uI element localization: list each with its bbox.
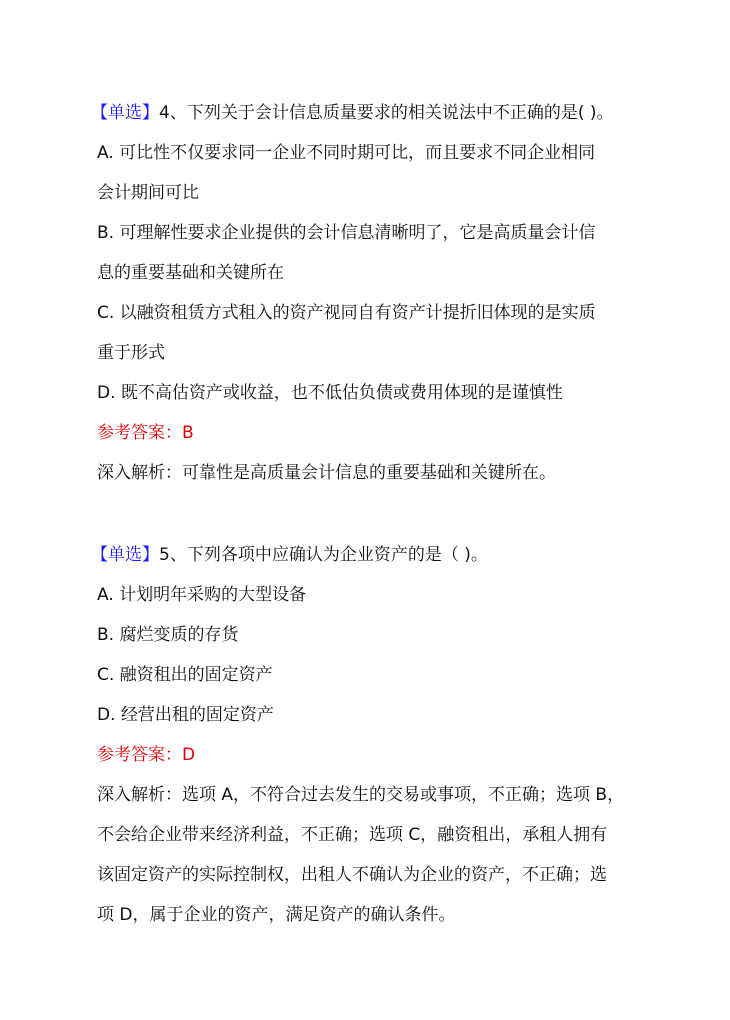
stem-text: 5、下列各项中应确认为企业资产的是（ )。 (159, 545, 488, 565)
option-line: C. 融资租出的固定资产 (97, 665, 273, 685)
option-line: A. 可比性不仅要求同一企业不同时期可比，而且要求不同企业相同 (97, 143, 596, 163)
option-line: D. 经营出租的固定资产 (97, 705, 274, 725)
option-line: B. 腐烂变质的存货 (97, 625, 239, 645)
question-type-tag: 【单选】 (91, 545, 159, 565)
analysis-line: 该固定资产的实际控制权，出租人不确认为企业的资产，不正确；选 (97, 865, 607, 885)
analysis-line: 深入解析：可靠性是高质量会计信息的重要基础和关键所在。 (97, 463, 556, 483)
option-line: C. 以融资租赁方式租入的资产视同自有资产计提折旧体现的是实质 (97, 303, 596, 323)
question-5 (91, 535, 657, 935)
option-line: 息的重要基础和关键所在 (97, 263, 284, 283)
stem-text: 4、下列关于会计信息质量要求的相关说法中不正确的是( )。 (159, 103, 614, 123)
question-4 (91, 93, 657, 493)
question-stem (91, 93, 657, 133)
analysis-line: 深入解析：选项 A，不符合过去发生的交易或事项，不正确；选项 B， (97, 785, 625, 805)
answer: 参考答案：D (97, 745, 196, 765)
option-line: 会计期间可比 (97, 183, 199, 203)
option-line: 重于形式 (97, 343, 165, 363)
option-line: A. 计划明年采购的大型设备 (97, 585, 307, 605)
question-stem (91, 535, 657, 575)
analysis-line: 项 D，属于企业的资产，满足资产的确认条件。 (97, 905, 456, 925)
option-line: D. 既不高估资产或收益，也不低估负债或费用体现的是谨慎性 (97, 383, 563, 403)
analysis-line: 不会给企业带来经济利益，不正确；选项 C，融资租出，承租人拥有 (97, 825, 608, 845)
option-line: B. 可理解性要求企业提供的会计信息清晰明了，它是高质量会计信 (97, 223, 596, 243)
question-type-tag: 【单选】 (91, 103, 159, 123)
answer: 参考答案：B (97, 423, 194, 443)
